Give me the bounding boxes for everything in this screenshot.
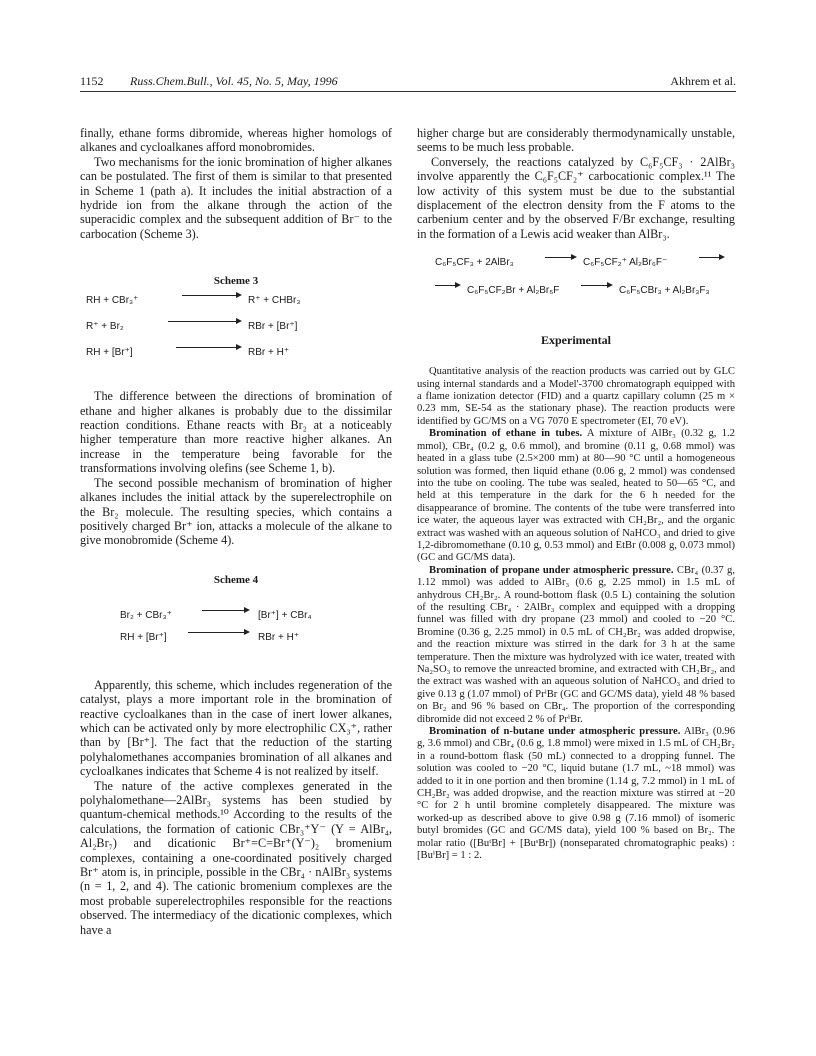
page-number: 1152 bbox=[80, 74, 104, 88]
scheme-equation bbox=[417, 257, 735, 285]
scheme-4 bbox=[80, 610, 392, 654]
experimental-paragraph bbox=[417, 726, 735, 862]
experimental-paragraph bbox=[417, 428, 735, 564]
paragraph: The nature of the active complexes generated in the polyhalomethane—2AlBr₃ systems has been studied by quantum-chemical methods.¹⁰ According to the results of the calculations, the formation of cationic CBr₃⁺Y⁻ (Y = AlBr₄, Al₂Br₇) and dicationic Br⁺=C=Br⁺(Y⁻)₂ bromenium complexes, containing a one-coordinated positively charged Br⁺ atom is, in principle, possible in the CBr₄ · nAlBr₃ systems (n = 1, 2, and 4). The cationic bromenium complexes are the most probable superelectrophiles responsible for the reactions observed. The intermediacy of the dicationic complexes, which have a bbox=[80, 778, 392, 937]
products: [Br⁺] + CBr₄ bbox=[258, 609, 312, 621]
paragraph: higher charge but are considerably thermodynamically unstable, seems to be much less probable. bbox=[417, 126, 735, 155]
left-column bbox=[80, 126, 392, 937]
reaction-arrow bbox=[168, 321, 240, 322]
scheme-4-title: Scheme 4 bbox=[213, 573, 259, 586]
scheme-5 bbox=[417, 257, 735, 313]
products: RBr + H⁺ bbox=[258, 631, 300, 643]
right-column bbox=[417, 126, 735, 863]
reactants: R⁺ + Br₂ bbox=[86, 321, 124, 333]
reaction-arrow bbox=[182, 295, 240, 296]
run-in-heading: Bromination of propane under atmospheric pressure. bbox=[429, 564, 674, 576]
reaction-arrow bbox=[699, 257, 723, 258]
run-in-heading: Bromination of n-butane under atmospheric pressure. bbox=[429, 726, 681, 738]
section-title: Experimental bbox=[541, 333, 611, 348]
reaction-arrow bbox=[581, 285, 611, 286]
paragraph: Two mechanisms for the ionic bromination of higher alkanes can be postulated. The first of them is similar to that presented in Scheme 1 (path a). It includes the initial abstraction of a hydride ion from the alkane through the action of the superacidic complex and the subsequent addition of Br⁻ to the carbocation (Scheme 3). bbox=[80, 154, 392, 241]
reactants: C₆F₅CF₂Br + Al₂Br₅F bbox=[467, 285, 560, 297]
paragraph-body: A mixture of AlBr₃ (0.32 g, 1.2 mmol), CBr₄ (0.2 g, 0.6 mmol), and bromine (0.11 g, 0.68 mmol) was heated in a glass tube (2.5×200 mm) at 80—90 °C until a homogeneous solution was formed, then liquid ethane (0.06 g, 2 mmol) was condensed into the tube on cooling. The tube was sealed, heated to 50—65 °C, and held at this temperature in the dark for the 6 h needed for the disappearance of bromine. The contents of the tube were transferred into ice water, the aqueous layer was extracted with CH₂Br₂, and the organic extract was washed with an aqueous solution of NaHCO₃ and dried to give 1,2-dibromomethane (0.10 g, 0.53 mmol) and EtBr (0.008 g, 0.073 mmol) (GC and GC/MS data). bbox=[417, 428, 735, 564]
scheme-3-title: Scheme 3 bbox=[213, 275, 259, 288]
scheme-equation bbox=[80, 632, 392, 654]
running-authors: Akhrem et al. bbox=[670, 74, 736, 88]
reactants: RH + [Br⁺] bbox=[86, 347, 133, 359]
paragraph: Conversely, the reactions catalyzed by C₆F₅CF₃ · 2AlBr₃ involve apparently the C₆F₅CF₂⁺ carbocationic complex.¹¹ The low activity of this system must be due to the substantial displacement of the electron density from the F atoms to the carbenium center and by the observed F/Br exchange, resulting in the formation of a Lewis acid weaker than AlBr₃. bbox=[417, 154, 735, 241]
paragraph: The second possible mechanism of bromination of higher alkanes includes the initial attack by the superelectrophile on the Br₂ molecule. The resulting species, which contains a positively charged Br⁺ ion, attacks a molecule of the alkane to give monobromide (Scheme 4). bbox=[80, 475, 392, 548]
header-rule bbox=[80, 91, 736, 92]
reaction-arrow bbox=[176, 347, 240, 348]
paragraph: Apparently, this scheme, which includes regeneration of the catalyst, plays a more important role in the bromination of reactive cycloalkanes than in the case of inert lower alkanes, which can be activated only by more electrophilic CX₃⁺, rather than by [Br⁺]. The fact that the reduction of the starting polyhalomethanes accompanies bromination of all alkanes and cycloalkanes indicates that Scheme 4 is not realized by itself. bbox=[80, 677, 392, 779]
scheme-equation bbox=[80, 347, 392, 373]
products: C₆F₅CF₂⁺ Al₂Br₆F⁻ bbox=[583, 257, 668, 269]
paragraph: finally, ethane forms dibromide, whereas higher homologs of alkanes and cycloalkanes afford monobromides. bbox=[80, 126, 392, 155]
reaction-arrow bbox=[435, 285, 459, 286]
experimental-paragraph: Quantitative analysis of the reaction products was carried out by GLC using internal standards and a Model'-3700 chromatograph equipped with a flame ionization detector (FID) and a quartz capillary column (25 m × 0.23 mm, SE-54 as the stationary phase). The reaction products were identified by GC/MS on a VG 7070 E spectrometer (EI, 70 eV). bbox=[417, 366, 735, 427]
reactants: RH + [Br⁺] bbox=[120, 631, 167, 643]
products: R⁺ + CHBr₃ bbox=[248, 295, 301, 307]
run-in-heading: Bromination of ethane in tubes. bbox=[429, 428, 583, 440]
reactants: RH + CBr₃⁺ bbox=[86, 295, 139, 307]
journal-citation: Russ.Chem.Bull., Vol. 45, No. 5, May, 1996 bbox=[130, 74, 338, 88]
paragraph: The difference between the directions of bromination of ethane and higher alkanes is probably due to the dissimilar reaction conditions. Ethane reacts with Br₂ at a noticeably higher temperature than more reactive higher alkanes. An increase in the temperature being favorable for the transformations involving olefins (see Scheme 1, b). bbox=[80, 389, 392, 476]
paragraph-body: CBr₄ (0.37 g, 1.12 mmol) was added to AlBr₃ (0.6 g, 2.25 mmol) in 1.5 mL of anhydrous CH₂Br₂. A round-bottom flask (0.5 L) containing the solution of the resulting CBr₄ · 2AlBr₃ complex and equipped with a dropping funnel was filled with dry propane (23 mmol) and cooled to −20 °C. Bromine (0.36 g, 2.25 mmol) in 0.5 mL of CH₂Br₂ was added dropwise, and the reaction mixture was stirred in the dark for 3 h at the same temperature. Then the mixture was hydrolyzed with ice water, treated with Na₂SO₃ to remove the unreacted bromine, and extracted with CH₂Br₂, and the extract was washed with an aqueous solution of NaHCO₃ and dried to give 0.13 g (1.07 mmol) of PrⁱBr (GC and GC/MS data), yield 48 % based on Br₂ and 96 % based on CBr₄. The proportion of the corresponding dibromide did not exceed 2 % of PrⁱBr. bbox=[417, 564, 735, 725]
reaction-arrow bbox=[202, 610, 248, 611]
scheme-equation bbox=[417, 285, 735, 313]
products: RBr + [Br⁺] bbox=[248, 321, 298, 333]
products: RBr + H⁺ bbox=[248, 347, 290, 359]
reaction-arrow bbox=[188, 632, 248, 633]
experimental-paragraph bbox=[417, 565, 735, 726]
paragraph-body: AlBr₃ (0.96 g, 3.6 mmol) and CBr₄ (0.6 g, 1.8 mmol) were mixed in 1.5 mL of CH₂Br₂ in a round-bottom flask (50 mL) connected to a dropping funnel. The solution was cooled to −20 °C, liquid butane (1.7 mL, ~18 mmol) was added to it in one portion and then bromine (1.14 g, 7.2 mmol) in 1 mL of CH₂Br₂ was added dropwise, and the reaction mixture was stirred at −20 °C for 2 h until bromine completely disappeared. The mixture was worked-up as described above to give 0.98 g (7.16 mmol) of isomeric butyl bromides (GC and GC/MS data), yield 100 % based on Br₂. The molar ratio ([BuᵗBr] + [BuˢBr]) (nonseparated chromatographic peaks) : [BuⁱBr] = 1 : 2. bbox=[417, 726, 735, 862]
scheme-3 bbox=[80, 295, 392, 373]
scheme-equation bbox=[80, 610, 392, 632]
products: C₆F₅CBr₃ + Al₂Br₃F₃ bbox=[619, 285, 710, 297]
reaction-arrow bbox=[545, 257, 575, 258]
page-header bbox=[80, 74, 736, 92]
reactants: C₆F₅CF₃ + 2AlBr₃ bbox=[435, 257, 514, 269]
reactants: Br₂ + CBr₃⁺ bbox=[120, 609, 172, 621]
